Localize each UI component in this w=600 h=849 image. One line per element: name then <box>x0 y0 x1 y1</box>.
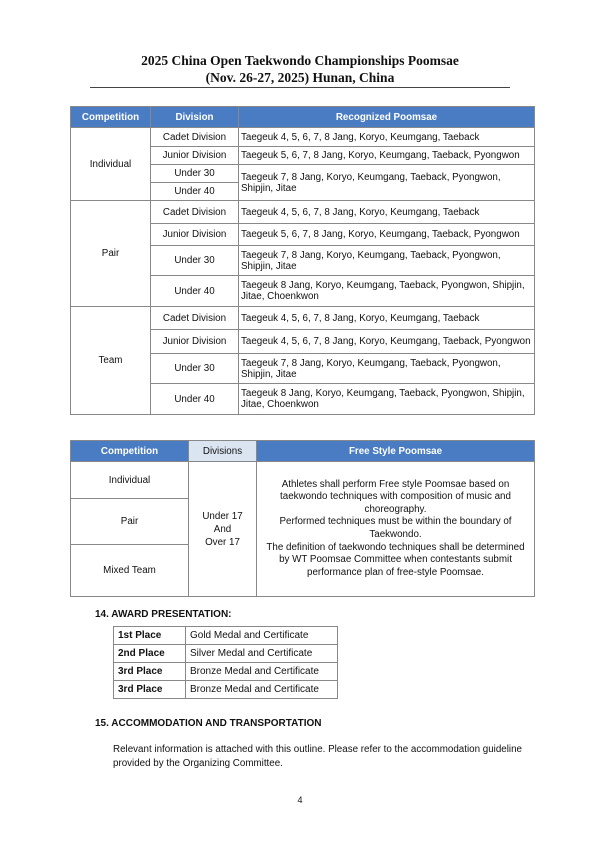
poomsae-cell: Taegeuk 8 Jang, Koryo, Keumgang, Taeback, Pyongwon, Shipjin, Jitae, Choenkwon <box>239 384 535 415</box>
place-cell: 3rd Place <box>114 663 186 681</box>
header-divisions: Divisions <box>189 441 257 462</box>
competition-pair: Pair <box>71 499 189 545</box>
document-subtitle: (Nov. 26-27, 2025) Hunan, China <box>205 70 395 85</box>
description-line: The definition of taekwondo techniques shall be determined <box>266 541 525 553</box>
table-row <box>114 645 338 663</box>
prize-cell: Bronze Medal and Certificate <box>186 663 338 681</box>
division-cell: Under 40 <box>151 384 239 415</box>
table-row <box>71 307 535 330</box>
table-row <box>71 201 535 224</box>
division-line: Over 17 <box>205 536 240 548</box>
place-cell: 1st Place <box>114 627 186 645</box>
competition-mixed-team: Mixed Team <box>71 545 189 597</box>
poomsae-cell: Taegeuk 4, 5, 6, 7, 8 Jang, Koryo, Keumgang, Taeback <box>239 128 535 147</box>
division-cell: Under 30 <box>151 165 239 183</box>
divisions-cell <box>189 462 257 597</box>
page-number: 4 <box>297 795 303 805</box>
poomsae-cell: Taegeuk 4, 5, 6, 7, 8 Jang, Koryo, Keumgang, Taeback, Pyongwon <box>239 330 535 354</box>
competition-individual: Individual <box>71 128 151 201</box>
description-line: taekwondo techniques with composition of music and <box>280 491 511 503</box>
poomsae-cell: Taegeuk 7, 8 Jang, Koryo, Keumgang, Taeback, Pyongwon, Shipjin, Jitae <box>239 246 535 276</box>
table-row <box>114 681 338 699</box>
competition-team: Team <box>71 307 151 415</box>
poomsae-cell: Taegeuk 7, 8 Jang, Koryo, Keumgang, Taeback, Pyongwon, Shipjin, Jitae <box>239 165 535 201</box>
prize-cell: Gold Medal and Certificate <box>186 627 338 645</box>
accommodation-heading: 15. ACCOMMODATION AND TRANSPORTATION <box>95 718 322 729</box>
description-line: choreography. <box>364 503 427 515</box>
free-style-poomsae-table <box>70 440 535 597</box>
table-header-row <box>71 107 535 128</box>
division-cell: Under 30 <box>151 354 239 384</box>
table-row <box>114 663 338 681</box>
table-header-row <box>71 441 535 462</box>
free-style-description <box>257 462 535 597</box>
division-line: And <box>213 523 232 535</box>
title-divider <box>90 87 510 88</box>
division-cell: Under 40 <box>151 183 239 201</box>
competition-individual: Individual <box>71 462 189 499</box>
document-title: 2025 China Open Taekwondo Championships Poomsae <box>141 53 459 68</box>
description-line: by WT Poomsae Committee when contestants submit <box>279 554 512 566</box>
header-competition: Competition <box>71 107 151 128</box>
division-cell: Under 30 <box>151 246 239 276</box>
table-row <box>71 462 535 499</box>
header-recognized-poomsae: Recognized Poomsae <box>239 107 535 128</box>
description-line: Taekwondo. <box>369 529 422 540</box>
table-row <box>71 128 535 147</box>
accommodation-text: Relevant information is attached with this outline. Please refer to the accommodation guideline provided by the Organizing Committee. <box>113 744 522 769</box>
header-competition: Competition <box>71 441 189 462</box>
division-cell: Junior Division <box>151 147 239 165</box>
poomsae-cell: Taegeuk 4, 5, 6, 7, 8 Jang, Koryo, Keumgang, Taeback <box>239 201 535 224</box>
prize-cell: Bronze Medal and Certificate <box>186 681 338 699</box>
poomsae-cell: Taegeuk 5, 6, 7, 8 Jang, Koryo, Keumgang, Taeback, Pyongwon <box>239 147 535 165</box>
recognized-poomsae-table <box>70 106 535 415</box>
division-line: Under 17 <box>202 510 243 522</box>
division-cell: Junior Division <box>151 224 239 246</box>
poomsae-cell: Taegeuk 8 Jang, Koryo, Keumgang, Taeback, Pyongwon, Shipjin, Jitae, Choenkwon <box>239 276 535 307</box>
award-heading: 14. AWARD PRESENTATION: <box>95 609 232 620</box>
header-division: Division <box>151 107 239 128</box>
division-cell: Under 40 <box>151 276 239 307</box>
description-line: Athletes shall perform Free style Poomsae based on <box>281 478 510 490</box>
division-cell: Cadet Division <box>151 307 239 330</box>
division-cell: Junior Division <box>151 330 239 354</box>
division-cell: Cadet Division <box>151 128 239 147</box>
poomsae-cell: Taegeuk 4, 5, 6, 7, 8 Jang, Koryo, Keumgang, Taeback <box>239 307 535 330</box>
description-line: Performed techniques must be within the boundary of <box>279 516 512 528</box>
poomsae-cell: Taegeuk 5, 6, 7, 8 Jang, Koryo, Keumgang, Taeback, Pyongwon <box>239 224 535 246</box>
prize-cell: Silver Medal and Certificate <box>186 645 338 663</box>
header-free-style-poomsae: Free Style Poomsae <box>257 441 535 462</box>
place-cell: 2nd Place <box>114 645 186 663</box>
place-cell: 3rd Place <box>114 681 186 699</box>
table-row <box>114 627 338 645</box>
competition-pair: Pair <box>71 201 151 307</box>
poomsae-cell: Taegeuk 7, 8 Jang, Koryo, Keumgang, Taeback, Pyongwon, Shipjin, Jitae <box>239 354 535 384</box>
description-line: performance plan of free-style Poomsae. <box>307 566 484 578</box>
division-cell: Cadet Division <box>151 201 239 224</box>
award-table <box>113 626 338 699</box>
